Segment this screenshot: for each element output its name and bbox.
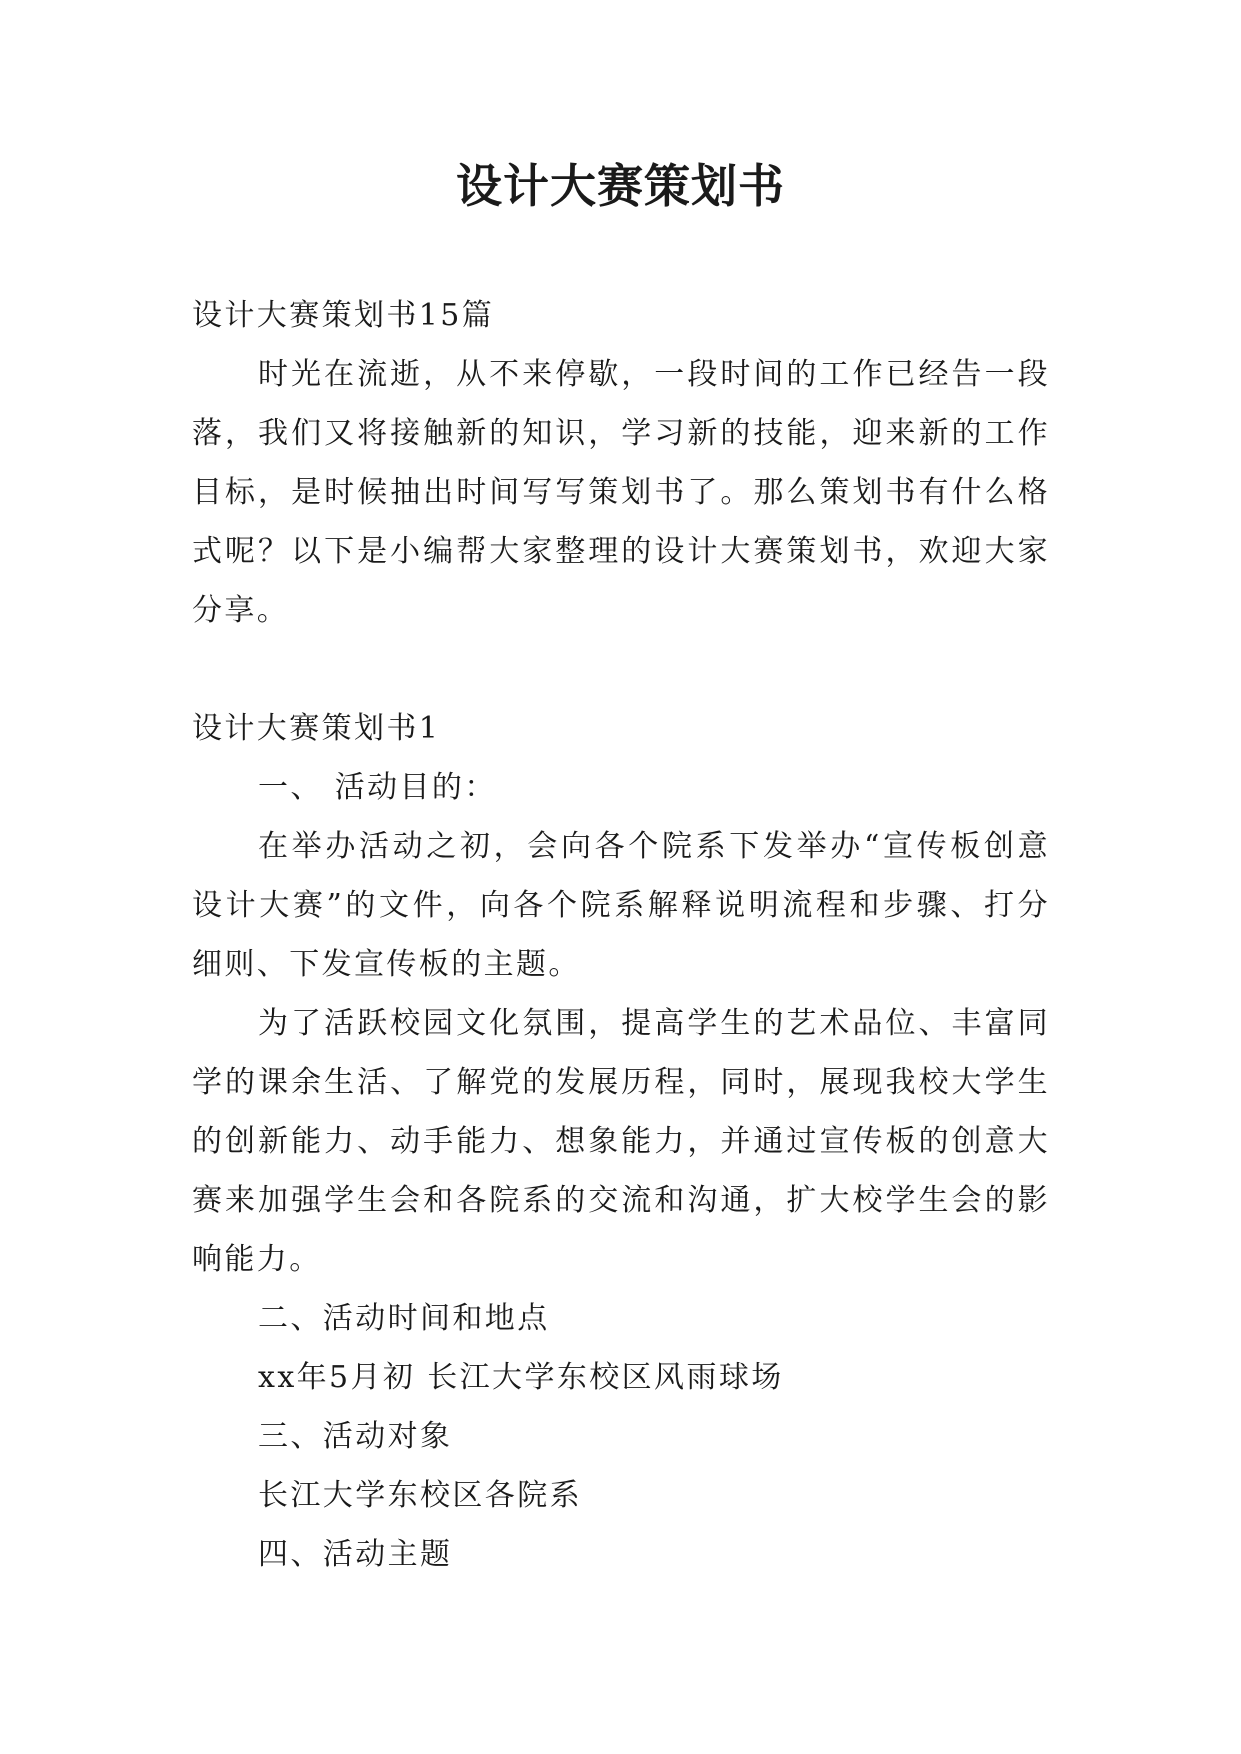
time-place-heading: 二、活动时间和地点 xyxy=(258,1301,550,1336)
time-place-text: xx年5月初 长江大学东校区风雨球场 xyxy=(258,1360,784,1395)
purpose-paragraph-1: 在举办活动之初，会向各个院系下发举办“宣传板创意设计大赛”的文件，向各个院系解释说明流程和步骤、打分细则、下发宣传板的主题。 xyxy=(192,829,1050,982)
document-body xyxy=(192,286,1050,1584)
paragraph-spacer xyxy=(192,640,1050,699)
purpose-heading: 一、 活动目的： xyxy=(258,770,497,805)
section-heading: 设计大赛策划书1 xyxy=(192,711,441,746)
document-title: 设计大赛策划书 xyxy=(456,159,785,213)
purpose-paragraph-2: 为了活跃校园文化氛围，提高学生的艺术品位、丰富同学的课余生活、了解党的发展历程，同时，展现我校大学生的创新能力、动手能力、想象能力，并通过宣传板的创意大赛来加强学生会和各院系的交流和沟通，扩大校学生会的影响能力。 xyxy=(192,1006,1050,1277)
theme-heading: 四、活动主题 xyxy=(258,1537,453,1572)
collection-subtitle: 设计大赛策划书15篇 xyxy=(192,298,495,333)
target-text: 长江大学东校区各院系 xyxy=(258,1478,582,1513)
intro-paragraph: 时光在流逝，从不来停歇，一段时间的工作已经告一段落，我们又将接触新的知识，学习新的技能，迎来新的工作目标，是时候抽出时间写写策划书了。那么策划书有什么格式呢？以下是小编帮大家整理的设计大赛策划书，欢迎大家分享。 xyxy=(192,357,1050,628)
target-heading: 三、活动对象 xyxy=(258,1419,453,1454)
